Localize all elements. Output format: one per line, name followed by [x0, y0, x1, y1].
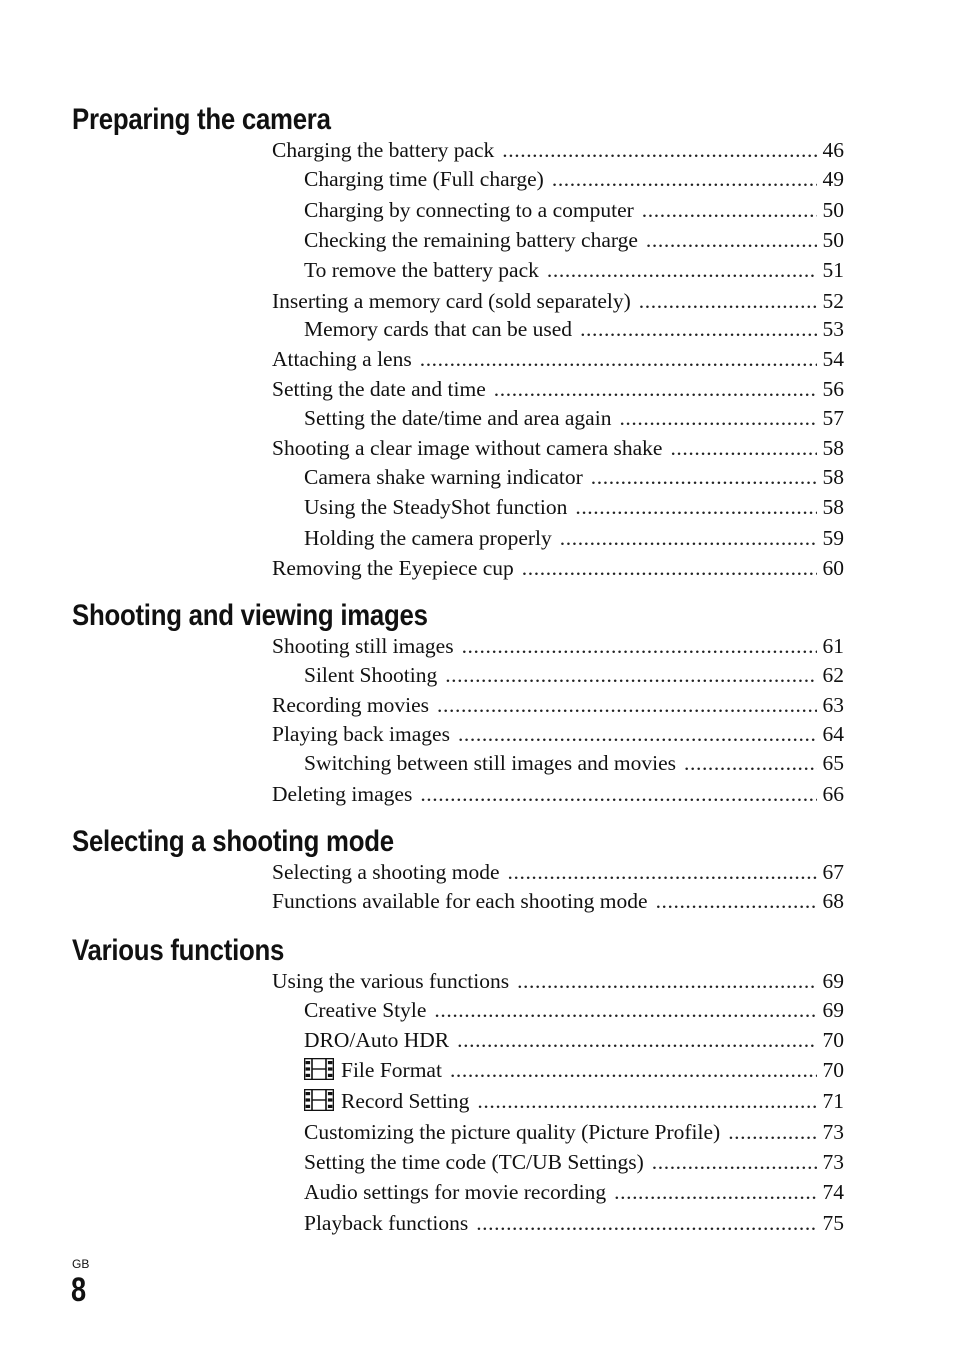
toc-entry[interactable]: [272, 553, 844, 583]
entry-page-number: 69: [822, 969, 844, 993]
toc-entry[interactable]: [304, 492, 844, 522]
entry-page-number: 59: [822, 526, 844, 550]
toc-entry[interactable]: [304, 1208, 844, 1238]
entry-label: File Format: [341, 1058, 442, 1082]
entry-label: Shooting still images: [272, 634, 454, 658]
entry-page-number: 65: [822, 751, 844, 775]
entry-label: Using the various functions: [272, 969, 510, 993]
entry-label: Attaching a lens: [272, 347, 412, 371]
entry-label: Using the SteadyShot function: [304, 495, 568, 519]
leader-dots: [560, 523, 817, 553]
entry-label: Setting the date and time: [272, 377, 486, 401]
entry-page-number: 69: [822, 998, 844, 1022]
entry-page-number: 61: [822, 634, 844, 658]
section-title: Shooting and viewing images: [72, 599, 428, 632]
leader-dots: [552, 164, 817, 194]
leader-dots: [614, 1177, 816, 1207]
toc-entry[interactable]: [304, 1086, 844, 1116]
leader-dots: [437, 690, 816, 720]
leader-dots: [517, 966, 816, 996]
entry-label: Setting the date/time and area again: [304, 406, 612, 430]
toc-entry[interactable]: [272, 857, 844, 887]
entry-page-number: 67: [822, 860, 844, 884]
entry-page-number: 58: [822, 465, 844, 489]
entry-label-wrap: [304, 1055, 450, 1085]
leader-dots: [420, 779, 816, 809]
entry-label: Removing the Eyepiece cup: [272, 556, 514, 580]
leader-dots: [639, 286, 817, 316]
leader-dots: [450, 1055, 817, 1085]
toc-entry[interactable]: [304, 748, 844, 778]
toc-entry[interactable]: [304, 462, 844, 492]
entry-label: Charging time (Full charge): [304, 167, 544, 191]
leader-dots: [420, 344, 817, 374]
entry-label: Functions available for each shooting mode: [272, 889, 648, 913]
entry-label: Charging the battery pack: [272, 138, 495, 162]
entry-page-number: 52: [822, 289, 844, 313]
entry-page-number: 53: [822, 317, 844, 341]
toc-entry[interactable]: [304, 1055, 844, 1085]
leader-dots: [494, 374, 817, 404]
entry-label: Holding the camera properly: [304, 526, 552, 550]
toc-entry[interactable]: [304, 1177, 844, 1207]
entry-page-number: 66: [822, 782, 844, 806]
section-title: Various functions: [72, 934, 285, 967]
entry-label: Camera shake warning indicator: [304, 465, 583, 489]
entry-page-number: 57: [822, 406, 844, 430]
entry-label: Playback functions: [304, 1211, 469, 1235]
leader-dots: [434, 995, 816, 1025]
entry-page-number: 58: [822, 436, 844, 460]
entry-label: Creative Style: [304, 998, 427, 1022]
leader-dots: [508, 857, 817, 887]
entry-page-number: 70: [822, 1028, 844, 1052]
leader-dots: [591, 462, 817, 492]
leader-dots: [462, 631, 817, 661]
entry-label: Inserting a memory card (sold separately): [272, 289, 631, 313]
entry-page-number: 50: [822, 198, 844, 222]
entry-label: Record Setting: [341, 1089, 470, 1113]
entry-page-number: 51: [822, 258, 844, 282]
entry-page-number: 58: [822, 495, 844, 519]
entry-page-number: 68: [822, 889, 844, 913]
leader-dots: [728, 1117, 816, 1147]
toc-entry[interactable]: [304, 1117, 844, 1147]
leader-dots: [646, 225, 817, 255]
movie-film-icon: [304, 1089, 334, 1111]
toc-entry[interactable]: [304, 1025, 844, 1055]
entry-label: To remove the battery pack: [304, 258, 539, 282]
toc-entry[interactable]: [272, 886, 844, 916]
leader-dots: [502, 135, 816, 165]
leader-dots: [458, 719, 817, 749]
entry-label: DRO/Auto HDR: [304, 1028, 450, 1052]
toc-entry[interactable]: [304, 523, 844, 553]
entry-page-number: 73: [822, 1120, 844, 1144]
leader-dots: [580, 314, 816, 344]
section-title: Selecting a shooting mode: [72, 825, 394, 858]
entry-page-number: 56: [822, 377, 844, 401]
toc-entry[interactable]: [272, 344, 844, 374]
toc-entry[interactable]: [272, 286, 844, 316]
toc-entry[interactable]: [304, 195, 844, 225]
entry-label-wrap: [304, 1086, 477, 1116]
toc-entry[interactable]: [304, 660, 844, 690]
toc-entry[interactable]: [272, 779, 844, 809]
entry-page-number: 75: [822, 1211, 844, 1235]
toc-entry[interactable]: [272, 433, 844, 463]
leader-dots: [457, 1025, 816, 1055]
leader-dots: [522, 553, 817, 583]
toc-entry[interactable]: [304, 225, 844, 255]
leader-dots: [619, 403, 816, 433]
toc-entry[interactable]: [272, 135, 844, 165]
entry-page-number: 49: [822, 167, 844, 191]
entry-label: Deleting images: [272, 782, 413, 806]
leader-dots: [445, 660, 816, 690]
leader-dots: [575, 492, 816, 522]
leader-dots: [670, 433, 816, 463]
entry-label: Audio settings for movie recording: [304, 1180, 607, 1204]
entry-page-number: 60: [822, 556, 844, 580]
entry-label: Selecting a shooting mode: [272, 860, 500, 884]
toc-entry[interactable]: [272, 966, 844, 996]
leader-dots: [684, 748, 816, 778]
entry-page-number: 64: [822, 722, 844, 746]
toc-entry[interactable]: [304, 164, 844, 194]
entry-label: Playing back images: [272, 722, 450, 746]
entry-page-number: 50: [822, 228, 844, 252]
entry-label: Switching between still images and movies: [304, 751, 677, 775]
entry-label: Setting the time code (TC/UB Settings): [304, 1150, 644, 1174]
entry-label: Charging by connecting to a computer: [304, 198, 634, 222]
toc-entry[interactable]: [272, 690, 844, 720]
entry-label: Memory cards that can be used: [304, 317, 573, 341]
leader-dots: [656, 886, 817, 916]
leader-dots: [642, 195, 817, 225]
toc-entry[interactable]: [304, 255, 844, 285]
entry-page-number: 63: [822, 693, 844, 717]
entry-label: Silent Shooting: [304, 663, 438, 687]
entry-label: Recording movies: [272, 693, 430, 717]
toc-entry[interactable]: [304, 995, 844, 1025]
entry-page-number: 74: [822, 1180, 844, 1204]
movie-film-icon: [304, 1058, 334, 1080]
toc-entry[interactable]: [272, 719, 844, 749]
page-number: 8: [71, 1271, 87, 1309]
entry-page-number: 54: [822, 347, 844, 371]
leader-dots: [477, 1086, 816, 1116]
entry-page-number: 62: [822, 663, 844, 687]
toc-entry[interactable]: [272, 374, 844, 404]
entry-page-number: 70: [822, 1058, 844, 1082]
entry-label: Shooting a clear image without camera shake: [272, 436, 663, 460]
leader-dots: [547, 255, 817, 285]
entry-page-number: 73: [822, 1150, 844, 1174]
toc-entry[interactable]: [304, 403, 844, 433]
entry-page-number: 71: [822, 1089, 844, 1113]
toc-entry[interactable]: [304, 1147, 844, 1177]
leader-dots: [476, 1208, 816, 1238]
leader-dots: [652, 1147, 817, 1177]
toc-entry[interactable]: [304, 314, 844, 344]
section-title: Preparing the camera: [72, 103, 331, 136]
entry-label: Customizing the picture quality (Picture Profile): [304, 1120, 721, 1144]
entry-label: Checking the remaining battery charge: [304, 228, 638, 252]
toc-entry[interactable]: [272, 631, 844, 661]
entry-page-number: 46: [822, 138, 844, 162]
region-code: GB: [72, 1257, 90, 1271]
